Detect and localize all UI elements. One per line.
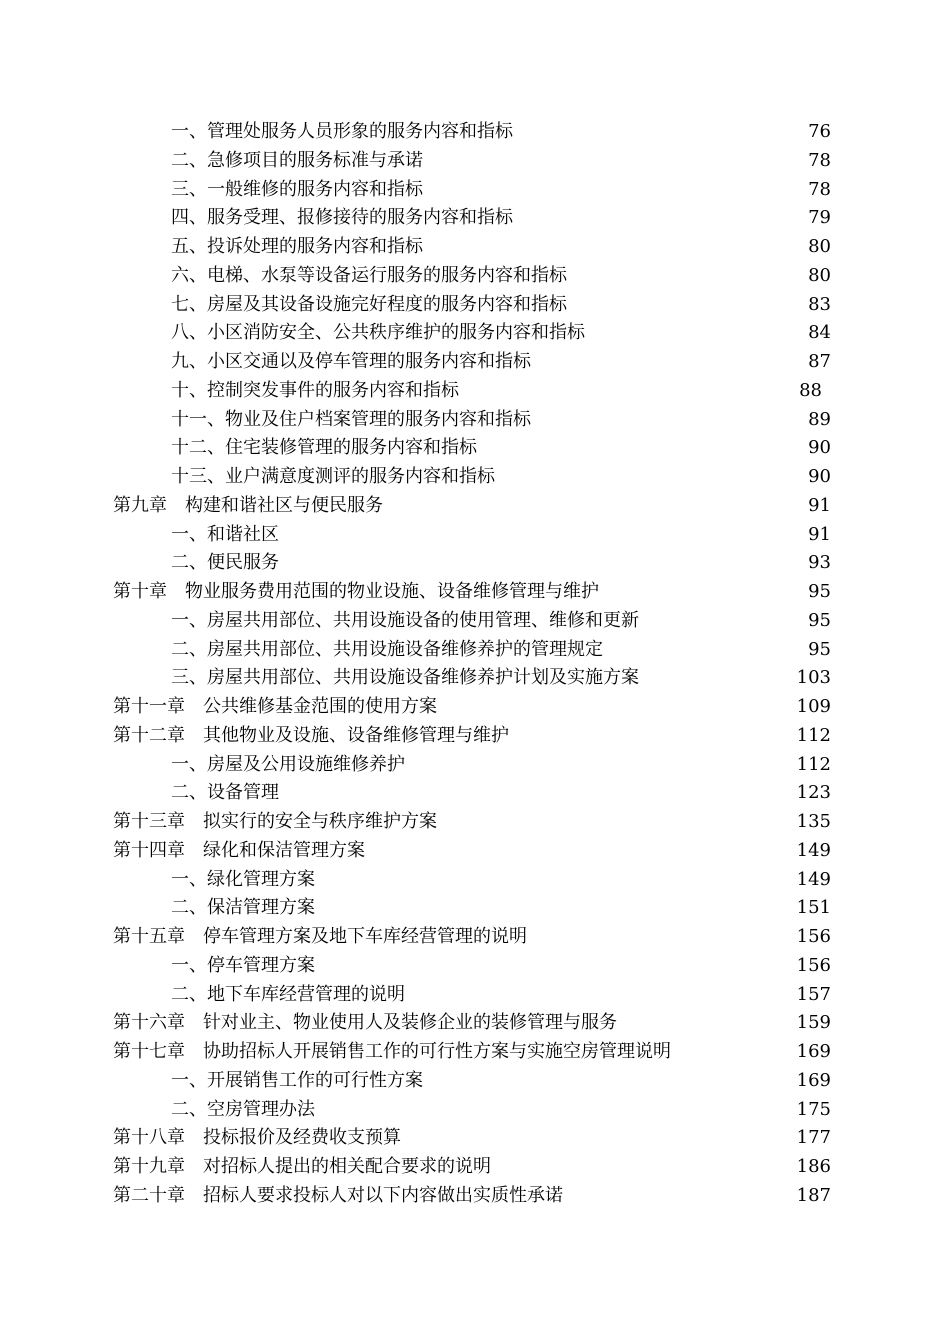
toc-entry-title: 一、绿化管理方案: [171, 868, 315, 890]
toc-entry-title: 六、电梯、水泵等设备运行服务的服务内容和指标: [171, 264, 567, 286]
toc-entry-title: 二、便民服务: [171, 552, 279, 574]
table-of-contents: [0, 118, 950, 1211]
toc-chapter-row[interactable]: [0, 1124, 950, 1153]
toc-page-number: 90: [808, 437, 831, 459]
toc-chapter-row[interactable]: [0, 837, 950, 866]
toc-chapter-row[interactable]: [0, 693, 950, 722]
toc-page-number: 169: [796, 1041, 831, 1062]
toc-page-number: 123: [796, 782, 831, 804]
toc-page-number: 112: [796, 724, 831, 746]
toc-entry-title: 十、控制突发事件的服务内容和指标: [171, 379, 459, 401]
toc-entry-title: 一、开展销售工作的可行性方案: [171, 1069, 423, 1091]
toc-page-number: 95: [808, 609, 831, 631]
toc-chapter-row[interactable]: [0, 1009, 950, 1038]
toc-chapter-row[interactable]: [0, 1182, 950, 1211]
toc-section-row[interactable]: [0, 1096, 950, 1125]
toc-chapter-row[interactable]: [0, 492, 950, 521]
toc-section-row[interactable]: [0, 176, 950, 205]
toc-section-row[interactable]: [0, 377, 950, 406]
toc-section-row[interactable]: [0, 291, 950, 320]
toc-entry-title: 第十七章 协助招标人开展销售工作的可行性方案与实施空房管理说明: [113, 1041, 671, 1062]
toc-entry-title: 五、投诉处理的服务内容和指标: [171, 236, 423, 257]
toc-entry-title: 一、和谐社区: [171, 523, 279, 545]
toc-page-number: 95: [808, 638, 831, 660]
toc-entry-title: 第十三章 拟实行的安全与秩序维护方案: [113, 811, 437, 832]
toc-entry-title: 一、房屋及公用设施维修养护: [171, 753, 405, 775]
toc-page-number: 80: [808, 264, 831, 286]
toc-page-number: 95: [808, 581, 831, 602]
toc-entry-title: 第十一章 公共维修基金范围的使用方案: [113, 696, 437, 717]
toc-section-row[interactable]: [0, 549, 950, 578]
toc-entry-title: 一、房屋共用部位、共用设施设备的使用管理、维修和更新: [171, 609, 639, 631]
toc-section-row[interactable]: [0, 981, 950, 1010]
toc-page-number: 83: [808, 293, 831, 315]
toc-entry-title: 二、房屋共用部位、共用设施设备维修养护的管理规定: [171, 638, 603, 660]
toc-section-row[interactable]: [0, 204, 950, 233]
toc-entry-title: 第二十章 招标人要求投标人对以下内容做出实质性承诺: [113, 1184, 563, 1206]
toc-entry-title: 三、房屋共用部位、共用设施设备维修养护计划及实施方案: [171, 667, 639, 689]
toc-section-row[interactable]: [0, 664, 950, 693]
toc-section-row[interactable]: [0, 406, 950, 435]
toc-section-row[interactable]: [0, 952, 950, 981]
toc-page-number: 84: [808, 322, 831, 344]
toc-section-row[interactable]: [0, 348, 950, 377]
toc-entry-title: 第十五章 停车管理方案及地下车库经营管理的说明: [113, 926, 527, 947]
toc-entry-title: 七、房屋及其设备设施完好程度的服务内容和指标: [171, 293, 567, 315]
toc-section-row[interactable]: [0, 262, 950, 291]
toc-page-number: 80: [808, 236, 831, 257]
toc-entry-title: 第十九章 对招标人提出的相关配合要求的说明: [113, 1156, 491, 1177]
toc-section-row[interactable]: [0, 866, 950, 895]
toc-page-number: 149: [796, 868, 831, 890]
toc-page-number: 156: [796, 926, 831, 947]
toc-entry-title: 二、空房管理办法: [171, 1098, 315, 1120]
toc-chapter-row[interactable]: [0, 1153, 950, 1182]
toc-entry-title: 一、管理处服务人员形象的服务内容和指标: [171, 121, 513, 142]
toc-page-number: 93: [808, 552, 831, 574]
toc-page-number: 156: [796, 954, 831, 976]
toc-page-number: 76: [808, 121, 831, 142]
toc-chapter-row[interactable]: [0, 923, 950, 952]
toc-section-row[interactable]: [0, 894, 950, 923]
toc-page-number: 78: [808, 178, 831, 200]
toc-section-row[interactable]: [0, 463, 950, 492]
toc-entry-title: 二、保洁管理方案: [171, 897, 315, 919]
toc-page-number: 135: [796, 811, 831, 832]
toc-section-row[interactable]: [0, 233, 950, 262]
toc-page-number: 89: [808, 408, 831, 430]
toc-entry-title: 第九章 构建和谐社区与便民服务: [113, 494, 383, 516]
toc-entry-title: 二、设备管理: [171, 782, 279, 804]
toc-chapter-row[interactable]: [0, 808, 950, 837]
toc-page-number: 187: [796, 1184, 831, 1206]
toc-page-number: 169: [796, 1069, 831, 1091]
toc-page-number: 175: [796, 1098, 831, 1120]
toc-entry-title: 二、地下车库经营管理的说明: [171, 983, 405, 1005]
toc-page-number: 90: [808, 466, 831, 487]
toc-page-number: 149: [796, 839, 831, 861]
toc-page-number: 88: [799, 379, 822, 401]
toc-entry-title: 三、一般维修的服务内容和指标: [171, 178, 423, 200]
toc-page-number: 186: [796, 1156, 831, 1177]
toc-entry-title: 四、服务受理、报修接待的服务内容和指标: [171, 207, 513, 229]
toc-entry-title: 二、急修项目的服务标准与承诺: [171, 149, 423, 171]
toc-entry-title: 第十六章 针对业主、物业使用人及装修企业的装修管理与服务: [113, 1012, 617, 1034]
toc-page-number: 91: [808, 523, 831, 545]
toc-section-row[interactable]: [0, 779, 950, 808]
toc-page-number: 112: [796, 753, 831, 775]
toc-page-number: 109: [796, 696, 831, 717]
toc-page-number: 87: [808, 351, 831, 372]
toc-page-number: 91: [808, 494, 831, 516]
toc-entry-title: 第十章 物业服务费用范围的物业设施、设备维修管理与维护: [113, 581, 599, 602]
toc-entry-title: 第十八章 投标报价及经费收支预算: [113, 1127, 401, 1149]
toc-section-row[interactable]: [0, 636, 950, 665]
toc-entry-title: 第十四章 绿化和保洁管理方案: [113, 839, 365, 861]
toc-page-number: 103: [796, 667, 831, 689]
toc-section-row[interactable]: [0, 434, 950, 463]
toc-section-row[interactable]: [0, 751, 950, 780]
toc-entry-title: 八、小区消防安全、公共秩序维护的服务内容和指标: [171, 322, 585, 344]
toc-section-row[interactable]: [0, 1067, 950, 1096]
toc-chapter-row[interactable]: [0, 578, 950, 607]
toc-page-number: 78: [808, 149, 831, 171]
toc-section-row[interactable]: [0, 319, 950, 348]
toc-page-number: 151: [796, 897, 831, 919]
toc-entry-title: 十二、住宅装修管理的服务内容和指标: [171, 437, 477, 459]
toc-section-row[interactable]: [0, 147, 950, 176]
toc-page-number: 157: [796, 983, 831, 1005]
toc-chapter-row[interactable]: [0, 1038, 950, 1067]
toc-page-number: 177: [796, 1127, 831, 1149]
toc-section-row[interactable]: [0, 118, 950, 147]
toc-chapter-row[interactable]: [0, 722, 950, 751]
toc-entry-title: 十一、物业及住户档案管理的服务内容和指标: [171, 408, 531, 430]
toc-entry-title: 十三、业户满意度测评的服务内容和指标: [171, 466, 495, 487]
toc-page-number: 79: [808, 207, 831, 229]
toc-entry-title: 一、停车管理方案: [171, 954, 315, 976]
toc-section-row[interactable]: [0, 607, 950, 636]
toc-page-number: 159: [796, 1012, 831, 1034]
toc-entry-title: 九、小区交通以及停车管理的服务内容和指标: [171, 351, 531, 372]
toc-section-row[interactable]: [0, 521, 950, 550]
toc-entry-title: 第十二章 其他物业及设施、设备维修管理与维护: [113, 724, 509, 746]
